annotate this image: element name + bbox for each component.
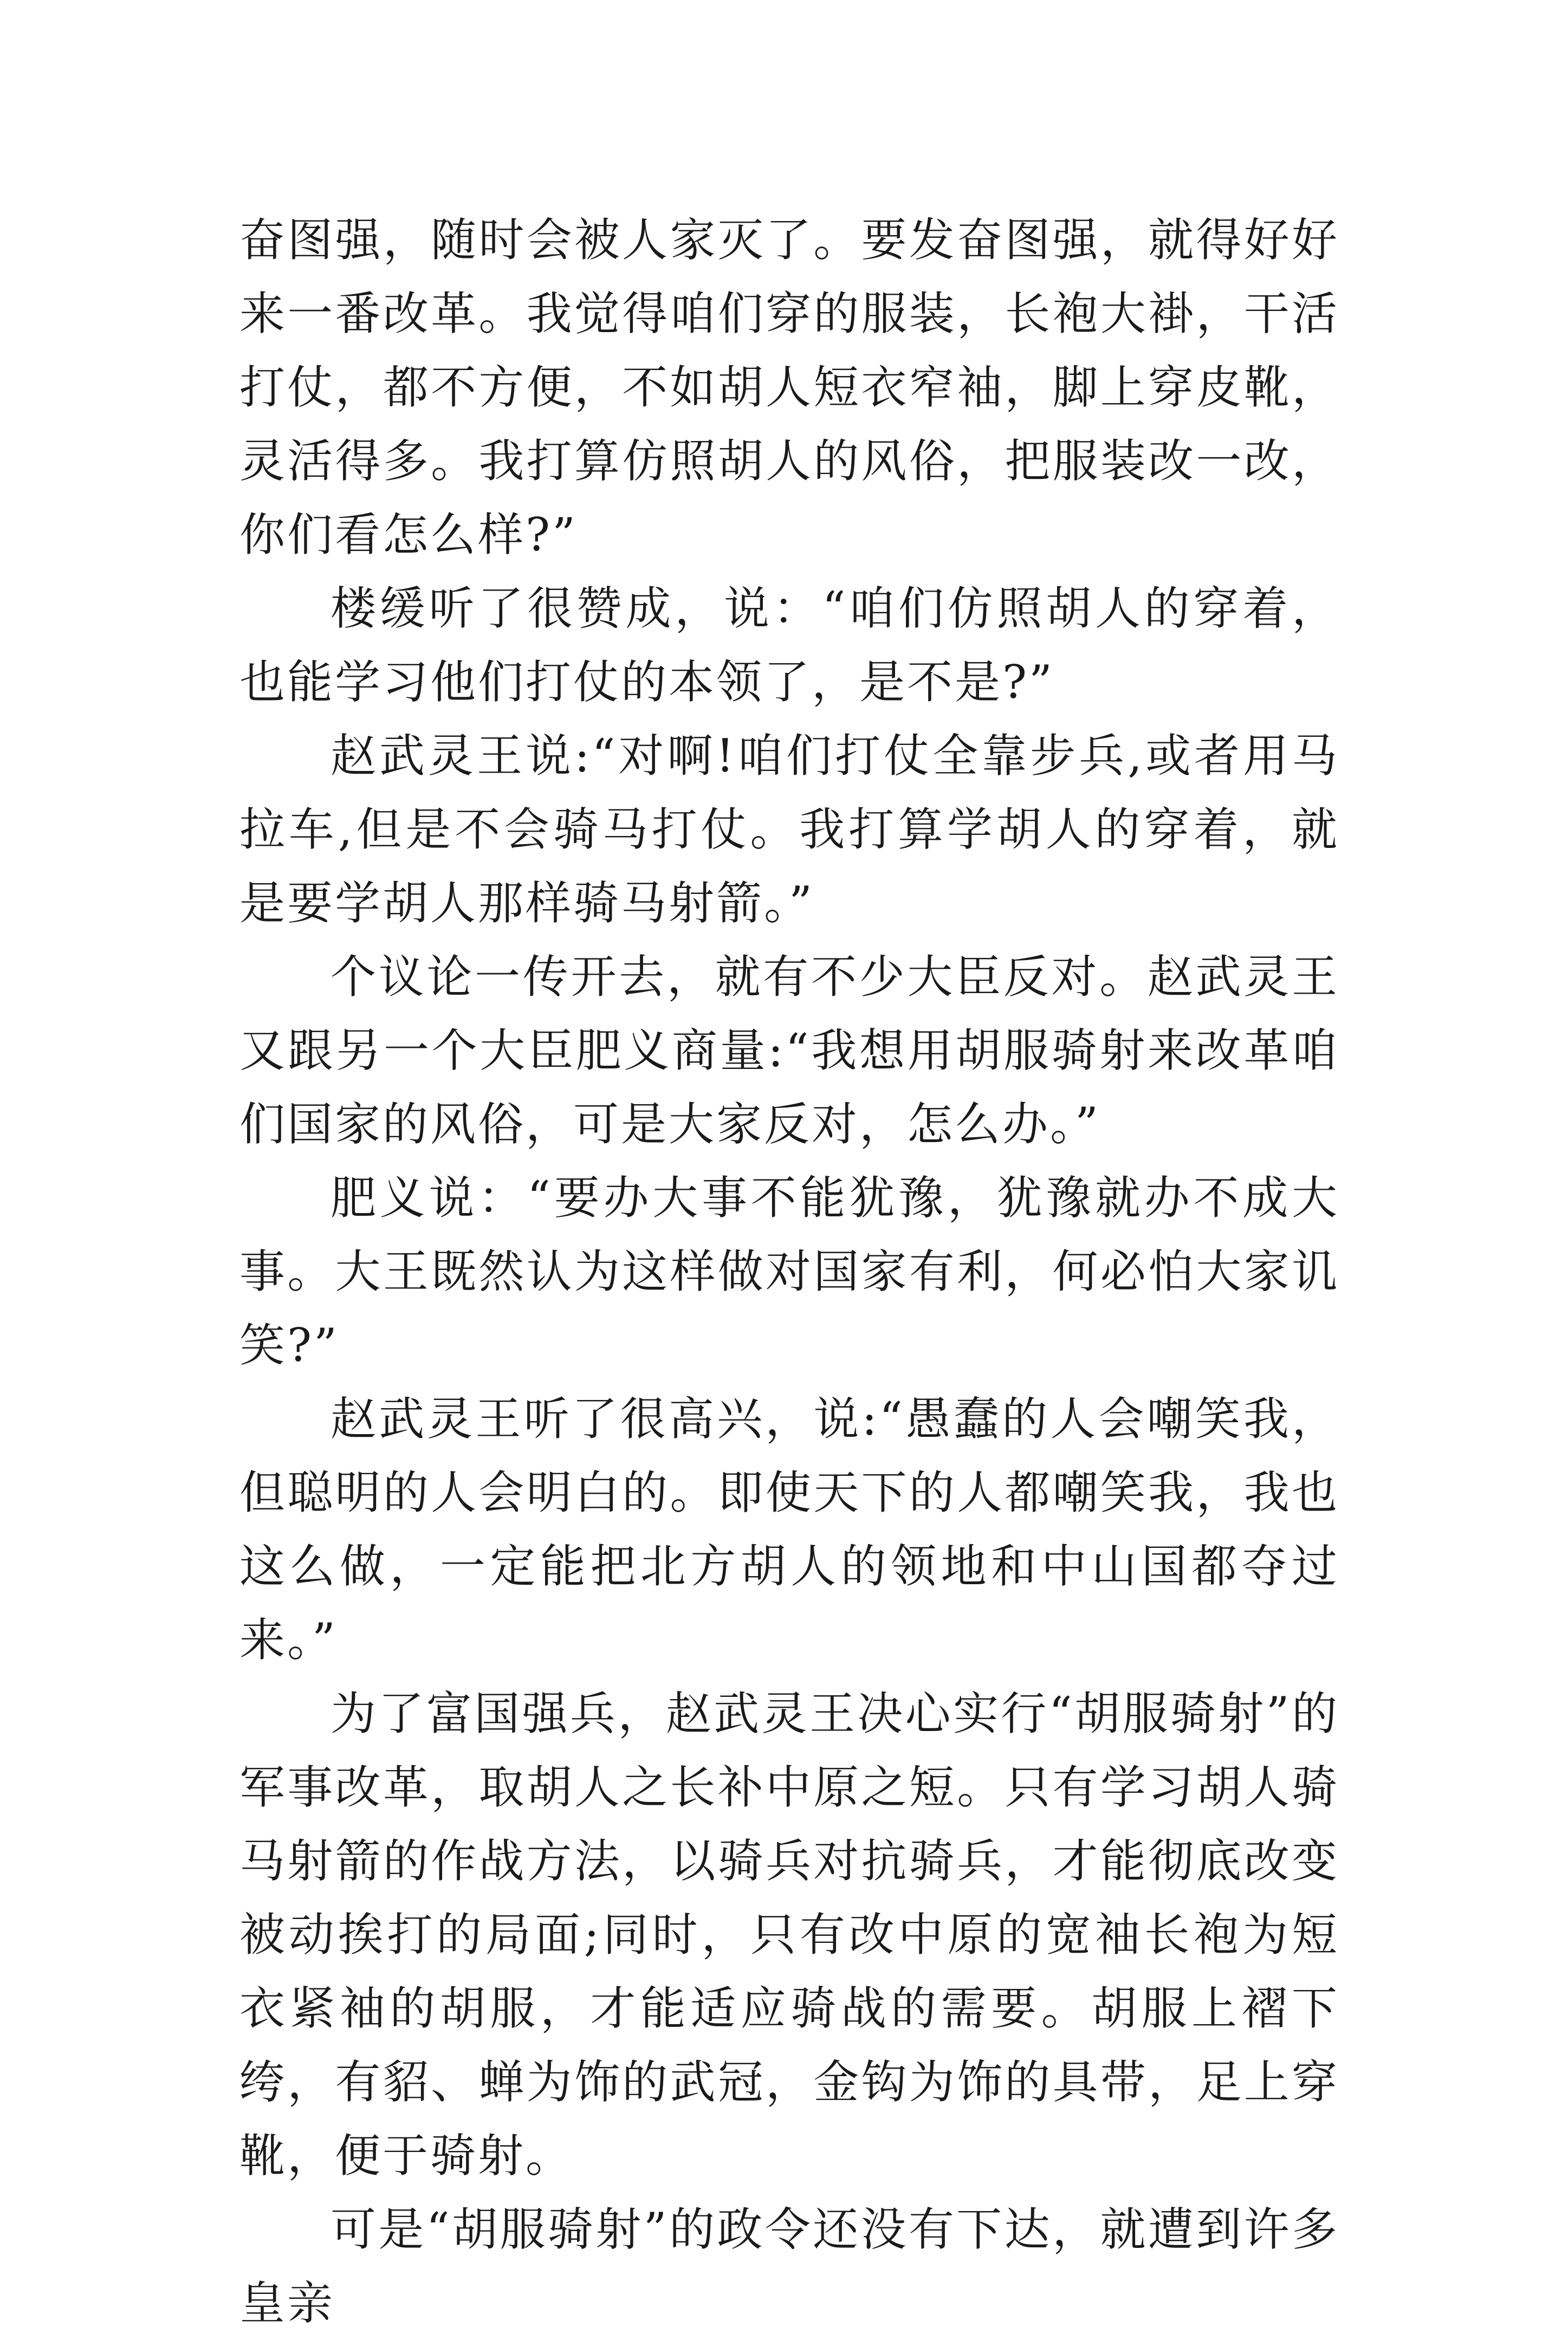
paragraph-4: 个议论一传开去，就有不少大臣反对。赵武灵王又跟另一个大臣肥义商量:“我想用胡服骑射来改革咱们国家的风俗，可是大家反对，怎么办。” <box>239 950 1339 1151</box>
body-text <box>239 203 1339 2340</box>
paragraph-7: 为了富国强兵，赵武灵王决心实行“胡服骑射”的军事改革，取胡人之长补中原之短。只有学习胡人骑马射箭的作战方法，以骑兵对抗骑兵，才能彻底改变被动挨打的局面;同时，只有改中原的宽袖长袍为短衣紧袖的胡服，才能适应骑战的需要。胡服上褶下绔，有貂、蝉为饰的武冠，金钩为饰的具带，足上穿靴，便于骑射。 <box>239 1687 1339 2182</box>
paragraph-8: 可是“胡服骑射”的政令还没有下达，就遭到许多皇亲 <box>239 2203 1339 2330</box>
paragraph-1: 奋图强，随时会被人家灭了。要发奋图强，就得好好来一番改革。我觉得咱们穿的服装，长袍大褂，干活打仗，都不方便，不如胡人短衣窄袖，脚上穿皮靴，灵活得多。我打算仿照胡人的风俗，把服装改一改，你们看怎么样?” <box>239 213 1339 561</box>
paragraph-5: 肥义说：“要办大事不能犹豫，犹豫就办不成大事。大王既然认为这样做对国家有利，何必怕大家讥笑?” <box>239 1171 1339 1372</box>
paragraph-6: 赵武灵王听了很高兴，说:“愚蠢的人会嘲笑我，但聪明的人会明白的。即使天下的人都嘲笑我，我也这么做，一定能把北方胡人的领地和中山国都夺过来。” <box>239 1392 1339 1667</box>
paragraph-3: 赵武灵王说:“对啊!咱们打仗全靠步兵,或者用马拉车,但是不会骑马打仗。我打算学胡人的穿着，就是要学胡人那样骑马射箭。” <box>239 729 1340 930</box>
paragraph-2: 楼缓听了很赞成，说：“咱们仿照胡人的穿着，也能学习他们打仗的本领了，是不是?” <box>239 582 1339 709</box>
